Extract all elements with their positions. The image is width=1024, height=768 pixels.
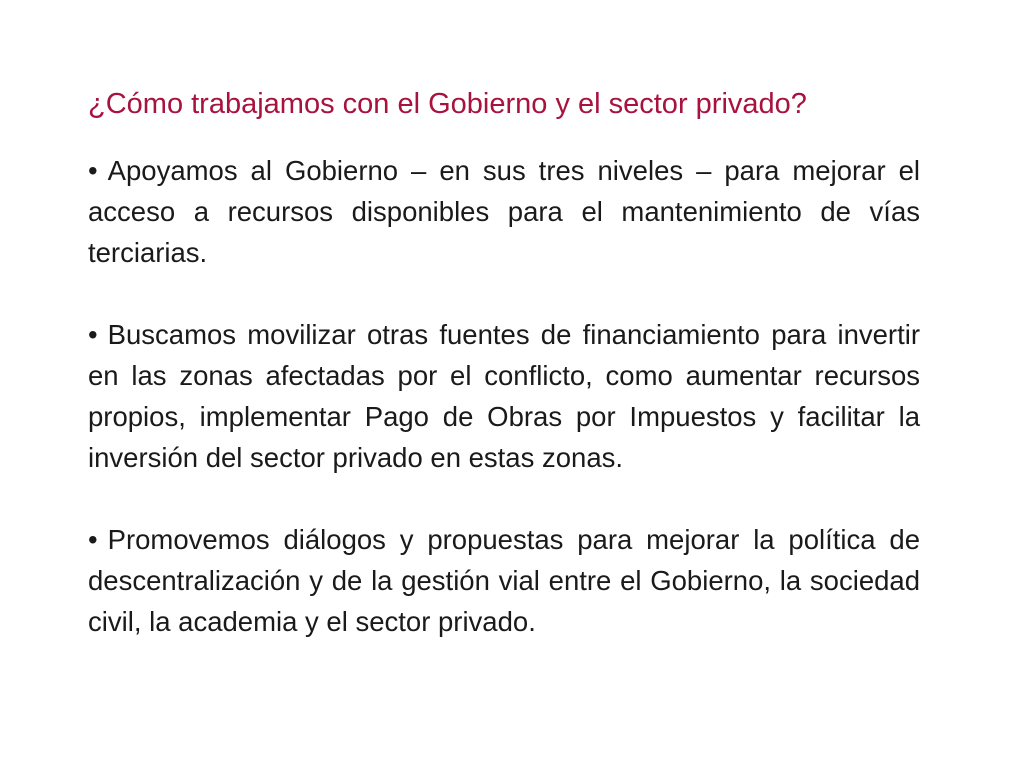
bullet-text: Buscamos movilizar otras fuentes de financiamiento para invertir en las zonas afectadas por el conflicto, como aumentar recursos propios, implementar Pago de Obras por Impuestos y facilitar la inversión del sector privado en estas zonas.: [88, 319, 920, 473]
bullet-text: Promovemos diálogos y propuestas para mejorar la política de descentralización y de la gestión vial entre el Gobierno, la sociedad civil, la academia y el sector privado.: [88, 524, 920, 637]
bullet-dot-icon: •: [88, 319, 98, 350]
slide-title: ¿Cómo trabajamos con el Gobierno y el sector privado?: [88, 88, 807, 120]
bullet-item-decentralization-dialogue: [88, 519, 920, 642]
bullet-dot-icon: •: [88, 155, 98, 186]
bullet-item-financing-sources: [88, 314, 920, 478]
bullet-item-government-support: [88, 150, 920, 273]
bullet-text: Apoyamos al Gobierno – en sus tres niveles – para mejorar el acceso a recursos disponibles para el mantenimiento de vías terciarias.: [88, 155, 920, 268]
bullet-list: [88, 150, 920, 683]
bullet-dot-icon: •: [88, 524, 98, 555]
